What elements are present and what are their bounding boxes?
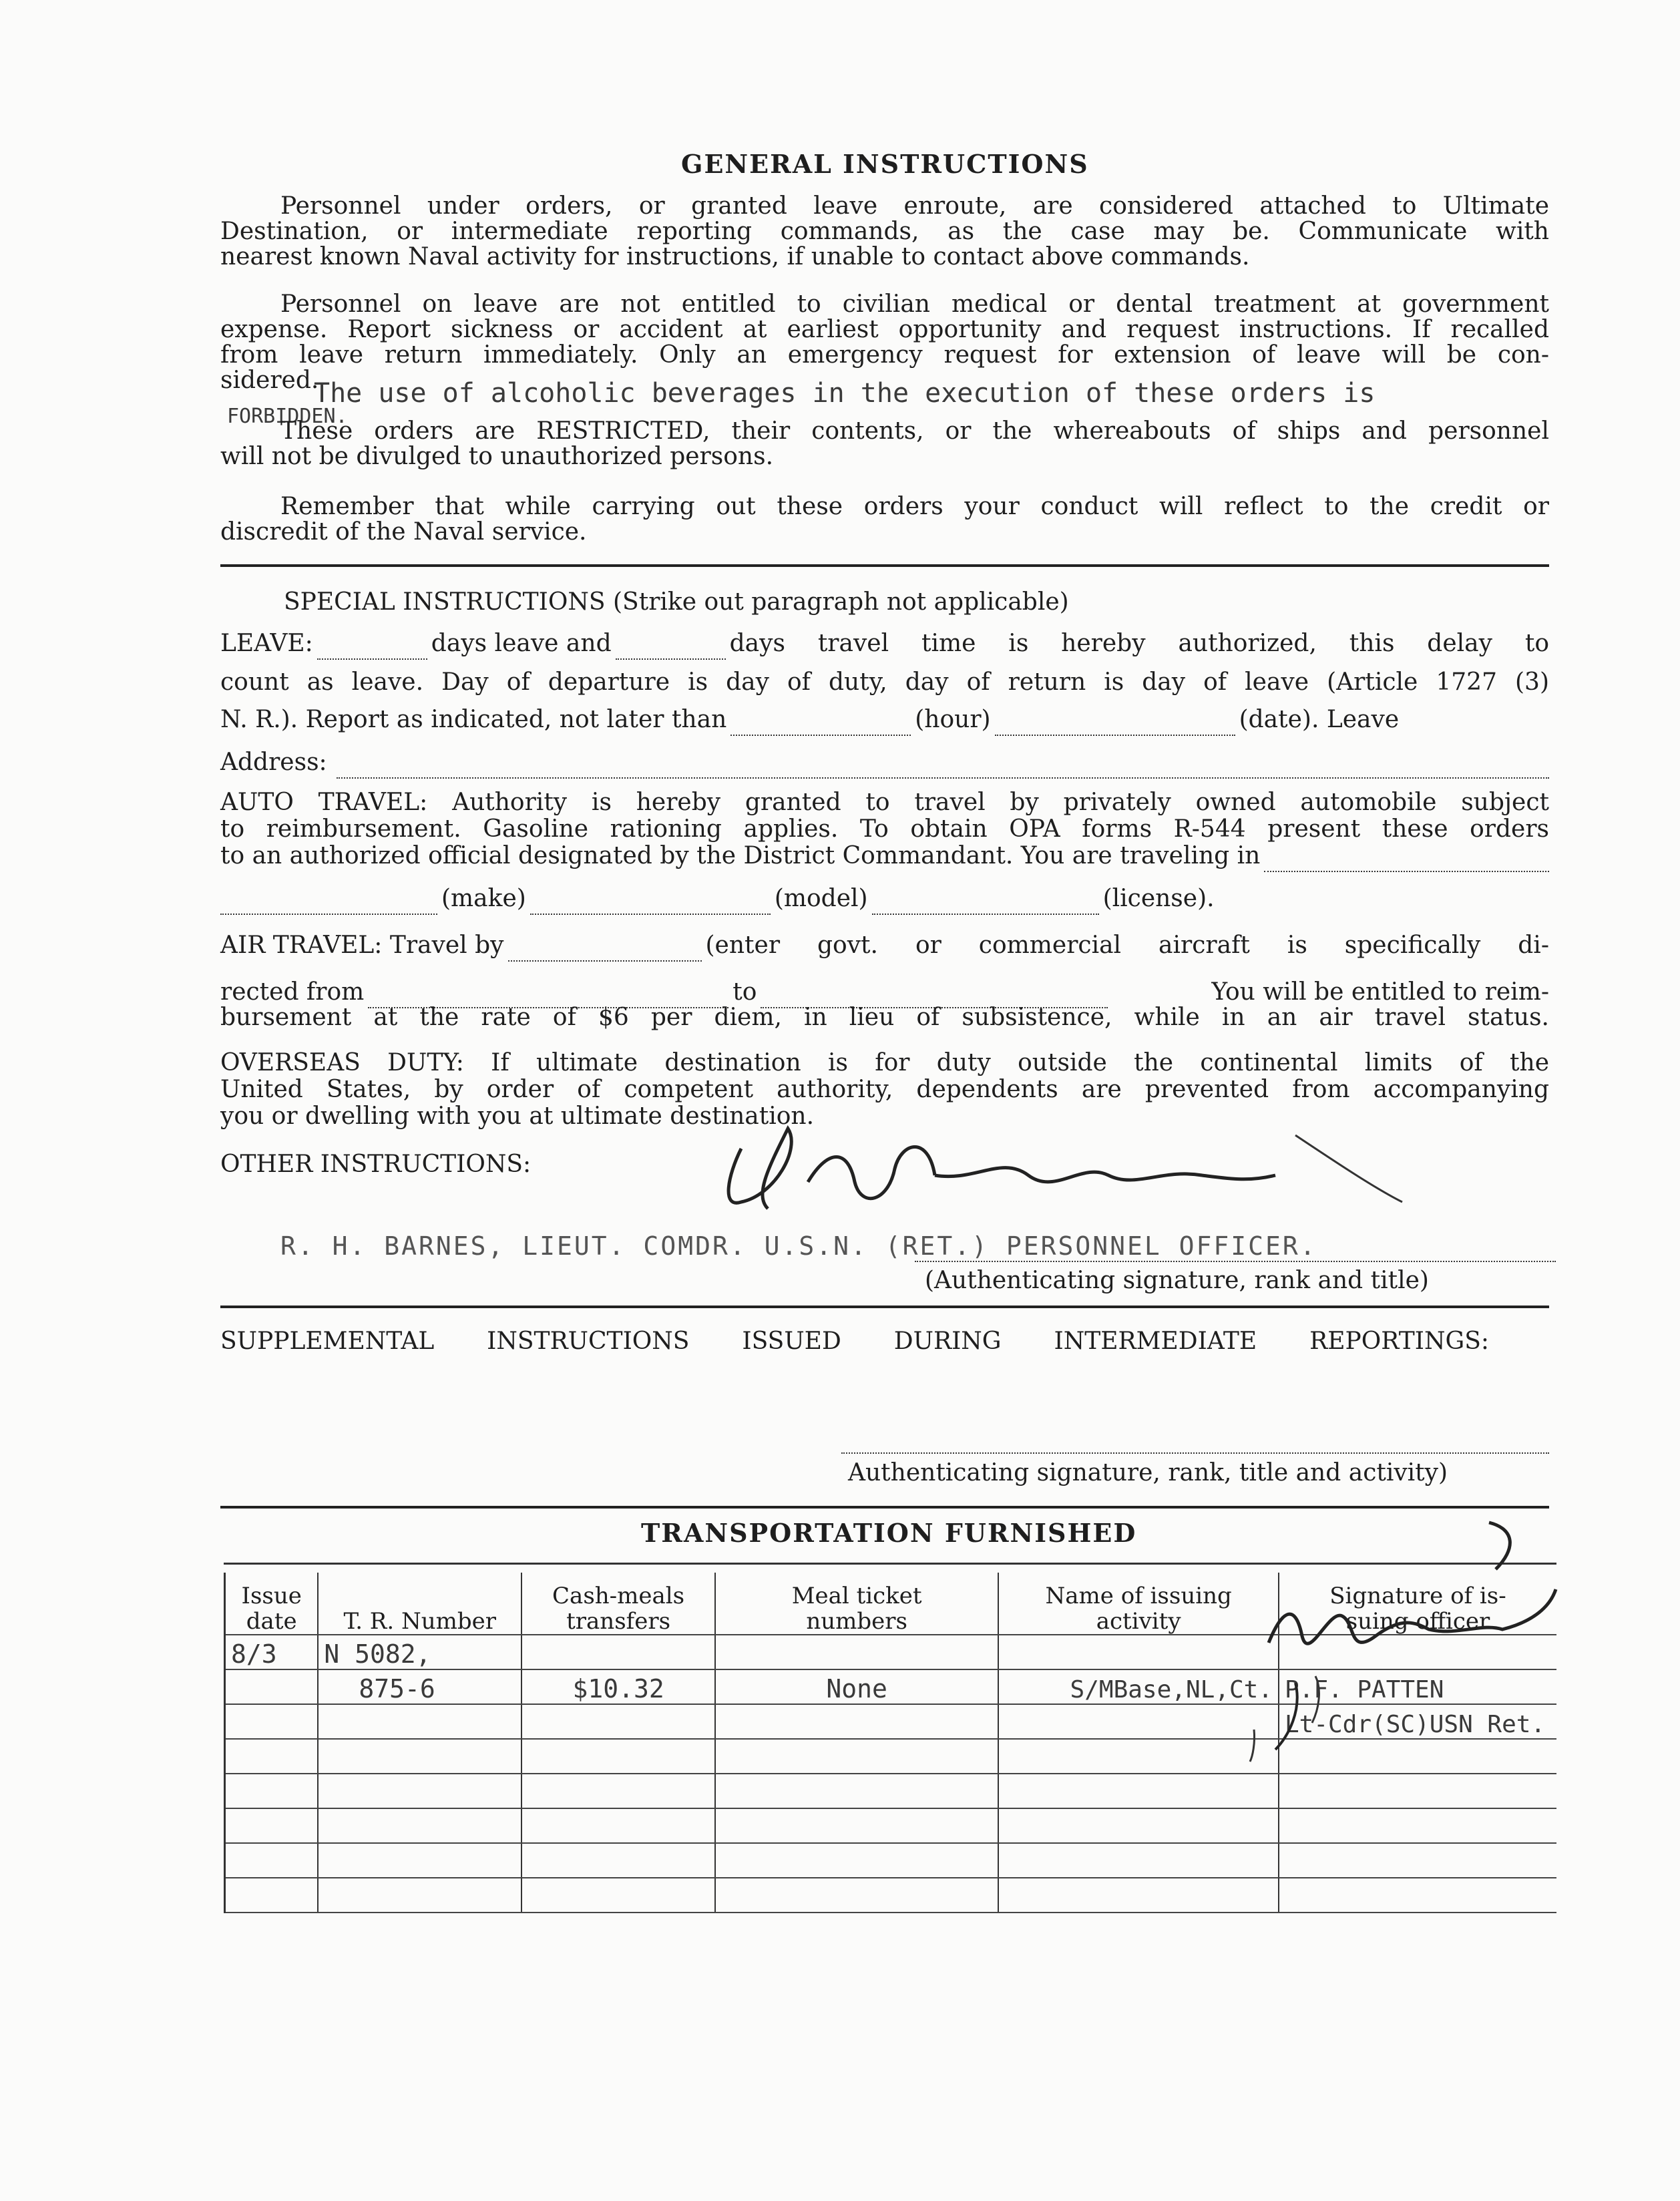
text-line: discredit of the Naval service. [220, 518, 587, 546]
cell [715, 1774, 998, 1808]
cell-meal-ticket: None [715, 1669, 998, 1704]
header-text: T. R. Number [343, 1608, 497, 1635]
text: (model) [774, 885, 868, 912]
travel-days-field[interactable] [616, 628, 726, 660]
header-text: Signature of is- [1329, 1583, 1506, 1609]
table-row [225, 1843, 1557, 1878]
travel-by-field[interactable] [508, 930, 702, 962]
header-meal-ticket [715, 1573, 998, 1635]
overseas-line-1: OVERSEAS DUTY: If ultimate destination is for duty outside the continental limits of the [220, 1049, 1549, 1076]
supplemental-auth-label: Authenticating signature, rank, title and activity) [848, 1459, 1448, 1486]
table-row [225, 1808, 1557, 1843]
header-text: transfers [566, 1608, 671, 1635]
report-hour-field[interactable] [730, 704, 911, 736]
typed-forbidden: FORBIDDEN. [227, 405, 348, 428]
text: rected from [220, 978, 365, 1006]
cell [521, 1635, 715, 1669]
overseas-line-2: United States, by order of competent authority, dependents are prevented from accompanying [220, 1076, 1549, 1103]
cell [715, 1739, 998, 1774]
header-issue-date [225, 1573, 319, 1635]
overseas-line-3: you or dwelling with you at ultimate destination. [220, 1103, 815, 1130]
auto-line-3 [220, 840, 1549, 872]
text: You will be entitled to reim- [1211, 978, 1549, 1006]
cell [715, 1704, 998, 1739]
cell [998, 1774, 1279, 1808]
general-paragraph-1 [220, 190, 1549, 273]
signature-line [915, 1261, 1556, 1262]
cell [225, 1878, 319, 1913]
header-text: numbers [806, 1608, 907, 1635]
cell [225, 1808, 319, 1843]
cell [225, 1843, 319, 1878]
text: days travel time is hereby authorized, this delay to [729, 630, 1549, 657]
cell [521, 1739, 715, 1774]
cell [225, 1669, 319, 1704]
leave-line-3 [220, 704, 1549, 736]
cell [521, 1774, 715, 1808]
barnes-signature [694, 1109, 1496, 1222]
text-line: nearest known Naval activity for instructions, if unable to contact above commands. [220, 243, 1250, 270]
cell [225, 1739, 319, 1774]
cell [1279, 1808, 1556, 1843]
leave-label: LEAVE: [220, 630, 313, 657]
auto-line-2: to reimbursement. Gasoline rationing applies. To obtain OPA forms R-544 present these orders [220, 815, 1549, 843]
text: to an authorized official designated by the District Commandant. You are traveling in [220, 842, 1261, 869]
other-instructions-label: OTHER INSTRUCTIONS: [220, 1151, 532, 1178]
special-instructions-title: SPECIAL INSTRUCTIONS (Strike out paragraph not applicable) [284, 588, 1069, 616]
cell [225, 1774, 319, 1808]
divider [220, 1306, 1549, 1308]
cell [998, 1878, 1279, 1913]
text-line: Personnel on leave are not entitled to civilian medical or dental treatment at government [280, 290, 1549, 318]
general-paragraph-3 [220, 415, 1549, 473]
table-row [225, 1774, 1557, 1808]
cell [521, 1878, 715, 1913]
leave-days-field[interactable] [317, 628, 427, 660]
text: AIR TRAVEL: Travel by [220, 932, 504, 959]
cell [1279, 1843, 1556, 1878]
cell [225, 1704, 319, 1739]
divider [220, 1506, 1549, 1509]
cell [318, 1774, 521, 1808]
cell [318, 1739, 521, 1774]
divider [220, 564, 1549, 567]
leave-line-1 [220, 628, 1549, 660]
text: N. R.). Report as indicated, not later than [220, 706, 727, 733]
leave-line-4 [220, 747, 1549, 779]
cell [1279, 1774, 1556, 1808]
text: (hour) [915, 706, 991, 733]
cell [521, 1808, 715, 1843]
leave-line-2: count as leave. Day of departure is day of duty, day of return is day of leave (Article 1727 (3) [220, 668, 1549, 696]
air-line-3: bursement at the rate of $6 per diem, in lieu of subsistence, while in an air travel status. [220, 1004, 1549, 1031]
text: (date). Leave [1239, 706, 1400, 733]
license-field[interactable] [872, 883, 1099, 915]
header-text: suing officer [1345, 1608, 1490, 1635]
auto-line-1: AUTO TRAVEL: Authority is hereby granted to travel by privately owned automobile subject [220, 789, 1549, 816]
cell [1279, 1878, 1556, 1913]
leave-address-field[interactable] [337, 747, 1549, 779]
report-date-field[interactable] [995, 704, 1235, 736]
text-line: Destination, or intermediate reporting commands, as the case may be. Communicate with [220, 218, 1549, 245]
table-row [225, 1878, 1557, 1913]
cell [521, 1704, 715, 1739]
text-line: from leave return immediately. Only an emergency request for extension of leave will be con- [220, 341, 1549, 369]
text-line: expense. Report sickness or accident at earliest opportunity and request instructions. If recalled [220, 316, 1549, 343]
header-text: Name of issuing [1045, 1583, 1232, 1609]
cell-tr-number: N 5082, [318, 1635, 521, 1669]
cell [318, 1808, 521, 1843]
vehicle-field[interactable] [1264, 840, 1549, 872]
text-line: sidered. [220, 367, 319, 394]
text-line: These orders are RESTRICTED, their contents, or the whereabouts of ships and personnel [280, 417, 1549, 445]
text: to [732, 978, 757, 1006]
cell-tr-number: 875-6 [318, 1669, 521, 1704]
patten-signature [1202, 1509, 1576, 1763]
text: (enter govt. or commercial aircraft is specifically di- [705, 932, 1549, 959]
model-field[interactable] [530, 883, 771, 915]
officer-typed-name: R. H. BARNES, LIEUT. COMDR. U.S.N. (RET.) PERSONNEL OFFICER. [280, 1231, 1317, 1261]
cell-cash-meals: $10.32 [521, 1669, 715, 1704]
supplemental-title: SUPPLEMENTAL INSTRUCTIONS ISSUED DURING INTERMEDIATE REPORTINGS: [220, 1328, 1489, 1355]
header-tr-number [318, 1573, 521, 1635]
cell [318, 1843, 521, 1878]
header-text: date [246, 1608, 297, 1635]
general-instructions-title: GENERAL INSTRUCTIONS [681, 149, 1089, 179]
authenticating-label: (Authenticating signature, rank and title) [925, 1267, 1429, 1294]
header-text: Issue [241, 1583, 302, 1609]
transportation-title: TRANSPORTATION FURNISHED [641, 1518, 1137, 1548]
text: days leave and [431, 630, 612, 657]
header-text: activity [1096, 1608, 1181, 1635]
text-line: Remember that while carrying out these orders your conduct will reflect to the credit or [280, 493, 1549, 520]
cell-issue-date: 8/3 [225, 1635, 319, 1669]
cell [715, 1843, 998, 1878]
text: Address: [220, 749, 327, 776]
cell-signature: P.F. PATTEN [1279, 1669, 1556, 1704]
cell [715, 1635, 998, 1669]
signature-line [841, 1452, 1549, 1454]
cell [521, 1843, 715, 1878]
auto-line-4 [220, 883, 1349, 915]
typed-alcohol-notice: The use of alcoholic beverages in the execution of these orders is [314, 378, 1376, 409]
air-line-1 [220, 930, 1549, 962]
text-line: will not be divulged to unauthorized persons. [220, 443, 774, 470]
cell [998, 1808, 1279, 1843]
general-paragraph-4 [220, 491, 1549, 548]
text: (license). [1102, 885, 1215, 912]
text: (make) [441, 885, 526, 912]
cell-issuing-activity: S/MBase,NL,Ct. [998, 1669, 1279, 1704]
cell [998, 1843, 1279, 1878]
cell [318, 1878, 521, 1913]
cell [318, 1704, 521, 1739]
header-cash-meals [521, 1573, 715, 1635]
cell-signature-rank: Lt-Cdr(SC)USN Ret. [1279, 1704, 1556, 1739]
cell [715, 1808, 998, 1843]
make-field[interactable] [220, 883, 437, 915]
header-text: Meal ticket [791, 1583, 922, 1609]
cell [715, 1878, 998, 1913]
header-text: Cash-meals [552, 1583, 685, 1609]
text-line: Personnel under orders, or granted leave enroute, are considered attached to Ultimate [280, 192, 1549, 220]
